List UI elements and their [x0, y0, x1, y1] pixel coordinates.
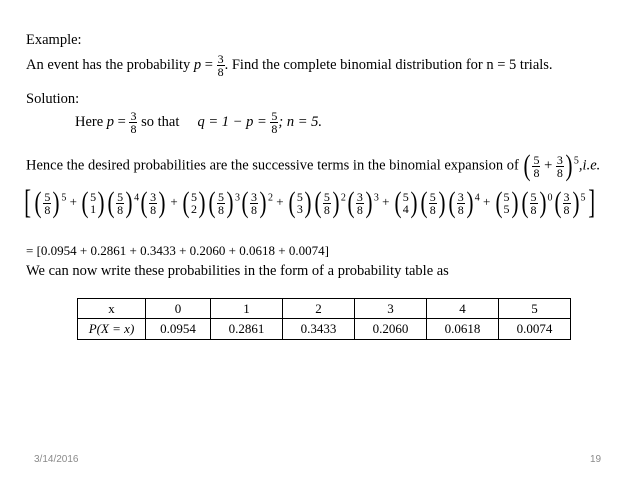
values-line: = [0.0954 + 0.2861 + 0.3433 + 0.2060 + 0.0618 + 0.0074] [26, 243, 329, 258]
problem-statement: An event has the probability p = $\frac{3}{8}$ . Find the complete binomial distribution for n = 5 trials. [26, 52, 553, 79]
example-heading: Example: [26, 32, 82, 48]
x-value: 2 [283, 299, 355, 319]
here-label: Here [75, 113, 104, 130]
probability-value: 0.0074 [499, 319, 571, 340]
footer-date: 3/14/2016 [34, 454, 79, 465]
expansion-term: + ( 5 2 ) ( $\frac{5}{8}$ ) $^3$( $\frac{3}{8}$ ) $^2$ [167, 186, 274, 219]
probability-value: 0.0618 [427, 319, 499, 340]
probability-value: 0.2861 [211, 319, 283, 340]
probability-value: 0.0954 [146, 319, 211, 340]
hence-text: Hence the desired probabilities are the successive terms in the binomial expansion of [26, 157, 519, 174]
expansion-term: + ( 5 4 ) ( $\frac{5}{8}$ ) ( $\frac{3}{8}$ ) $^4$ [378, 186, 480, 219]
p-fraction-2: $\frac{3}{8}$ [130, 109, 137, 136]
p-variable: p [193, 56, 202, 73]
hence-line: Hence the desired probabilities are the successive terms in the binomial expansion of ( $\frac{5}{8}$ + $\frac{3}{8}$ ) $^5$,i.e. [26, 149, 601, 182]
q-expression: q = 1 − p = [197, 113, 267, 130]
p-header: P(X = x) [78, 319, 146, 340]
problem-question: . Find the complete binomial distribution for n = 5 trials. [224, 56, 553, 73]
ie-text: ,i.e. [578, 157, 601, 174]
n-expression: ; n = 5. [278, 113, 322, 130]
q-fraction: $\frac{5}{8}$ [271, 109, 278, 136]
x-value: 1 [211, 299, 283, 319]
x-value: 0 [146, 299, 211, 319]
x-value: 5 [499, 299, 571, 319]
footer-page-number: 19 [590, 454, 602, 465]
binomial-expansion: [ ( $\frac{5}{8}$ ) $^5$ + ( 5 1 ) ( $\frac{5}{8}$ ) $^4$( $\frac{3}{8}$ ) + ( 5 2 ) ( $\frac{5}{8}$ ) $^3$( $\frac{3}{8}$ ) $^2$ + ( 5 3 ) ( $\frac{5}{8}$ ) $^2$( $\frac{3}{8}$ ) $^3$ + ( 5 4 ) ( $\frac{5}{8}$ ) ( $\frac{3}{8}$ ) $^4$ + ( 5 5 ) ( $\frac{5}{8}$ ) $^0$( $\frac{3}{8}$ ) $^5$] [24, 184, 595, 221]
solution-line: Here p = $\frac{3}{8}$ so that q = 1 − p = $\frac{5}{8}$ ; n = 5. [75, 109, 322, 136]
expansion-term: ( $\frac{5}{8}$ ) $^5$ [34, 186, 67, 219]
so-that-text: so that [141, 113, 180, 130]
problem-intro: An event has the probability [26, 56, 191, 73]
probability-value: 0.3433 [283, 319, 355, 340]
expansion-term: + ( 5 3 ) ( $\frac{5}{8}$ ) $^2$( $\frac{3}{8}$ ) $^3$ [273, 186, 379, 219]
x-header: x [78, 299, 146, 319]
solution-heading: Solution: [26, 91, 80, 107]
probability-table [77, 298, 571, 340]
x-value: 4 [427, 299, 499, 319]
table-row-p [78, 319, 571, 340]
expansion-term: + ( 5 5 ) ( $\frac{5}{8}$ ) $^0$( $\frac{3}{8}$ ) $^5$ [479, 186, 586, 219]
table-intro: We can now write these probabilities in the form of a probability table as [26, 263, 449, 279]
p-variable-2: p [106, 113, 115, 130]
expansion-term: + ( 5 1 ) ( $\frac{5}{8}$ ) $^4$( $\frac{3}{8}$ ) [66, 186, 166, 219]
hence-power: 5 [573, 155, 579, 167]
probability-value: 0.2060 [355, 319, 427, 340]
p-fraction: $\frac{3}{8}$ [217, 52, 224, 79]
x-value: 3 [355, 299, 427, 319]
table-row-x [78, 299, 571, 319]
